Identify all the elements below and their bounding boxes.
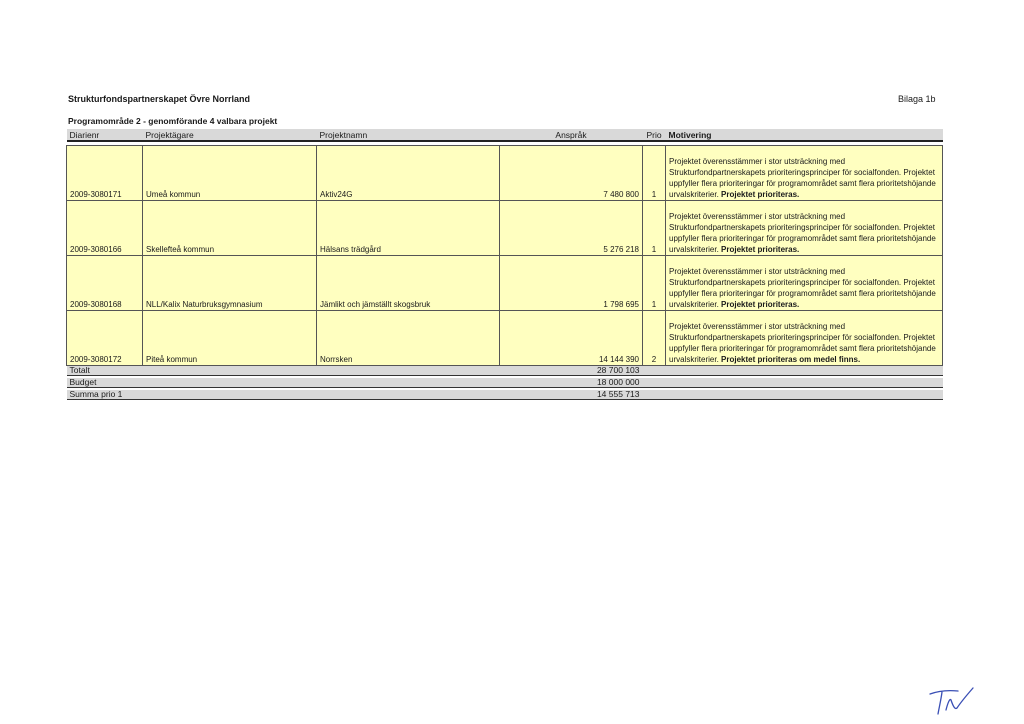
summary-row-prio1 xyxy=(67,390,943,400)
summary-value: 18 000 000 xyxy=(500,378,643,388)
cell-ansprak: 7 480 800 xyxy=(500,146,643,201)
cell-ansprak: 1 798 695 xyxy=(500,256,643,311)
cell-ansprak: 14 144 390 xyxy=(500,311,643,366)
project-table xyxy=(66,129,943,400)
summary-label: Summa prio 1 xyxy=(67,390,500,400)
summary-row-budget xyxy=(67,378,943,388)
cell-diarienr: 2009-3080168 xyxy=(67,256,143,311)
cell-projektagare: Umeå kommun xyxy=(143,146,317,201)
cell-prio: 1 xyxy=(643,201,666,256)
summary-row-total xyxy=(67,366,943,376)
summary-label: Totalt xyxy=(67,366,500,376)
motivering-decision: Projektet prioriteras. xyxy=(721,190,800,199)
summary-value: 28 700 103 xyxy=(500,366,643,376)
col-header-diarienr: Diarienr xyxy=(67,129,143,141)
handwritten-initials-signature xyxy=(928,686,978,716)
program-area-subtitle: Programområde 2 - genomförande 4 valbara projekt xyxy=(68,116,278,126)
col-header-motivering: Motivering xyxy=(666,129,943,141)
cell-ansprak: 5 276 218 xyxy=(500,201,643,256)
table-row xyxy=(67,311,943,366)
table-row xyxy=(67,201,943,256)
col-header-prio: Prio xyxy=(643,129,666,141)
motivering-text: Projektet överensstämmer i stor utsträckning med Strukturfondpartnerskapets prioriteringsprinciper för socialfonden. Projektet uppfyller flera prioriteringar för programområdet samt flera prioritetshöjande urvalskriterier. xyxy=(669,157,936,199)
cell-projektagare: NLL/Kalix Naturbruksgymnasium xyxy=(143,256,317,311)
cell-motivering xyxy=(666,201,943,256)
cell-diarienr: 2009-3080172 xyxy=(67,311,143,366)
motivering-decision: Projektet prioriteras om medel finns. xyxy=(721,355,861,364)
motivering-decision: Projektet prioriteras. xyxy=(721,245,800,254)
col-header-projektagare: Projektägare xyxy=(143,129,317,141)
table-row xyxy=(67,146,943,201)
cell-prio: 2 xyxy=(643,311,666,366)
cell-projektagare: Piteå kommun xyxy=(143,311,317,366)
cell-prio: 1 xyxy=(643,146,666,201)
col-header-ansprak: Anspråk xyxy=(500,129,643,141)
table-row xyxy=(67,256,943,311)
motivering-text: Projektet överensstämmer i stor utsträckning med Strukturfondpartnerskapets prioriteringsprinciper för socialfonden. Projektet uppfyller flera prioriteringar för programområdet samt flera prioritetshöjande urvalskriterier. xyxy=(669,267,936,309)
organization-title: Strukturfondspartnerskapet Övre Norrland xyxy=(68,94,251,104)
motivering-text: Projektet överensstämmer i stor utsträckning med Strukturfondpartnerskapets prioriteringsprinciper för socialfonden. Projektet uppfyller flera prioriteringar för programområdet samt flera prioritetshöjande urvalskriterier. xyxy=(669,322,936,364)
cell-projektagare: Skellefteå kommun xyxy=(143,201,317,256)
cell-projektnamn: Hälsans trädgård xyxy=(317,201,500,256)
motivering-decision: Projektet prioriteras. xyxy=(721,300,800,309)
cell-projektnamn: Norrsken xyxy=(317,311,500,366)
col-header-projektnamn: Projektnamn xyxy=(317,129,500,141)
cell-diarienr: 2009-3080166 xyxy=(67,201,143,256)
table-header-row xyxy=(67,129,943,141)
cell-motivering xyxy=(666,256,943,311)
cell-projektnamn: Jämlikt och jämställt skogsbruk xyxy=(317,256,500,311)
cell-diarienr: 2009-3080171 xyxy=(67,146,143,201)
cell-projektnamn: Aktiv24G xyxy=(317,146,500,201)
cell-motivering xyxy=(666,311,943,366)
cell-prio: 1 xyxy=(643,256,666,311)
motivering-text: Projektet överensstämmer i stor utsträckning med Strukturfondpartnerskapets prioriteringsprinciper för socialfonden. Projektet uppfyller flera prioriteringar för programområdet samt flera prioritetshöjande urvalskriterier. xyxy=(669,212,936,254)
summary-label: Budget xyxy=(67,378,500,388)
summary-value: 14 555 713 xyxy=(500,390,643,400)
cell-motivering xyxy=(666,146,943,201)
attachment-label: Bilaga 1b xyxy=(898,94,936,104)
